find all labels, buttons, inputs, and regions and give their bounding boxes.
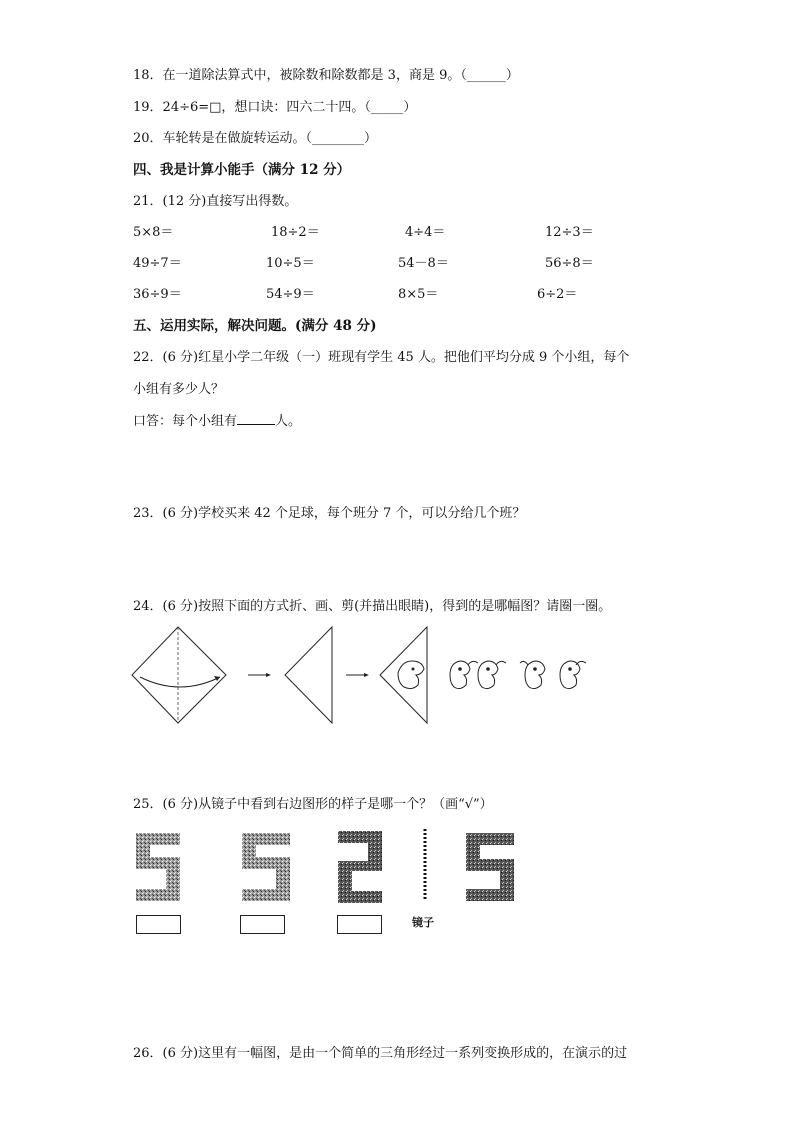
arrow-icon	[346, 673, 369, 677]
section-5-heading: 五、运用实际，解决问题。(满分 48 分)	[133, 318, 377, 334]
calc-item: 56÷8＝	[545, 256, 594, 271]
question-23: 23．(6 分)学校买来 42 个足球，每个班分 7 个，可以分给几个班？	[133, 506, 526, 521]
question-22-answer	[133, 412, 301, 431]
mirror-option-2-shape	[242, 833, 290, 901]
question-24: 24．(6 分)按照下面的方式折、画、剪(并描出眼睛)，得到的是哪幅图？请圈一圈。	[133, 599, 612, 614]
question-26: 26．(6 分)这里有一幅图，是由一个简单的三角形经过一系列变换形成的，在演示的过	[133, 1046, 628, 1061]
folded-square-figure	[132, 627, 226, 723]
calc-item: 49÷7＝	[133, 256, 182, 271]
calc-item: 18÷2＝	[271, 225, 320, 240]
calc-item: 36÷9＝	[133, 287, 182, 302]
question-20: 20．车轮转是在做旋转运动。（________）	[133, 131, 378, 146]
answer-box-3[interactable]	[337, 915, 382, 934]
calc-item: 54÷9＝	[266, 287, 315, 302]
squirrel-option-a[interactable]	[450, 661, 506, 689]
folded-triangle-figure	[285, 627, 332, 723]
question-21: 21．(12 分)直接写出得数。	[133, 194, 298, 209]
original-shape	[466, 833, 514, 901]
answer-box-1[interactable]	[136, 915, 181, 934]
question-18: 18．在一道除法算式中，被除数和除数都是 3，商是 9。（______）	[133, 68, 519, 83]
answer-prefix: 口答：每个小组有	[133, 414, 238, 429]
mirror-option-3-shape	[338, 831, 382, 903]
section-4-heading: 四、我是计算小能手（满分 12 分）	[133, 162, 351, 178]
question-19: 19．24÷6=□，想口诀：四六二十四。（_____）	[133, 100, 417, 115]
mirror-figures	[130, 825, 530, 910]
calc-item: 6÷2＝	[537, 287, 578, 302]
answer-box-2[interactable]	[240, 915, 285, 934]
question-25: 25．(6 分)从镜子中看到右边图形的样子是哪一个？（画“√”）	[133, 797, 493, 812]
answer-blank[interactable]	[237, 412, 275, 425]
squirrel-option-b[interactable]	[520, 661, 586, 689]
mirror-label: 镜子	[412, 916, 434, 929]
calc-item: 5×8＝	[133, 225, 174, 240]
calc-item: 54－8＝	[398, 256, 449, 271]
question-22-line2: 小组有多少人？	[133, 382, 225, 397]
answer-suffix: 人。	[275, 414, 302, 429]
question-22-line1: 22．(6 分)红星小学二年级（一）班现有学生 45 人。把他们平均分成 9 个小组，每个	[133, 350, 630, 365]
fold-diagram	[130, 625, 600, 725]
calc-item: 10÷5＝	[266, 256, 315, 271]
calc-item: 8×5＝	[398, 287, 439, 302]
calc-item: 4÷4＝	[405, 225, 446, 240]
mirror-option-1-shape	[136, 833, 180, 901]
arrow-icon	[248, 673, 271, 677]
cut-triangle-figure	[380, 627, 427, 723]
calc-item: 12÷3＝	[545, 225, 594, 240]
